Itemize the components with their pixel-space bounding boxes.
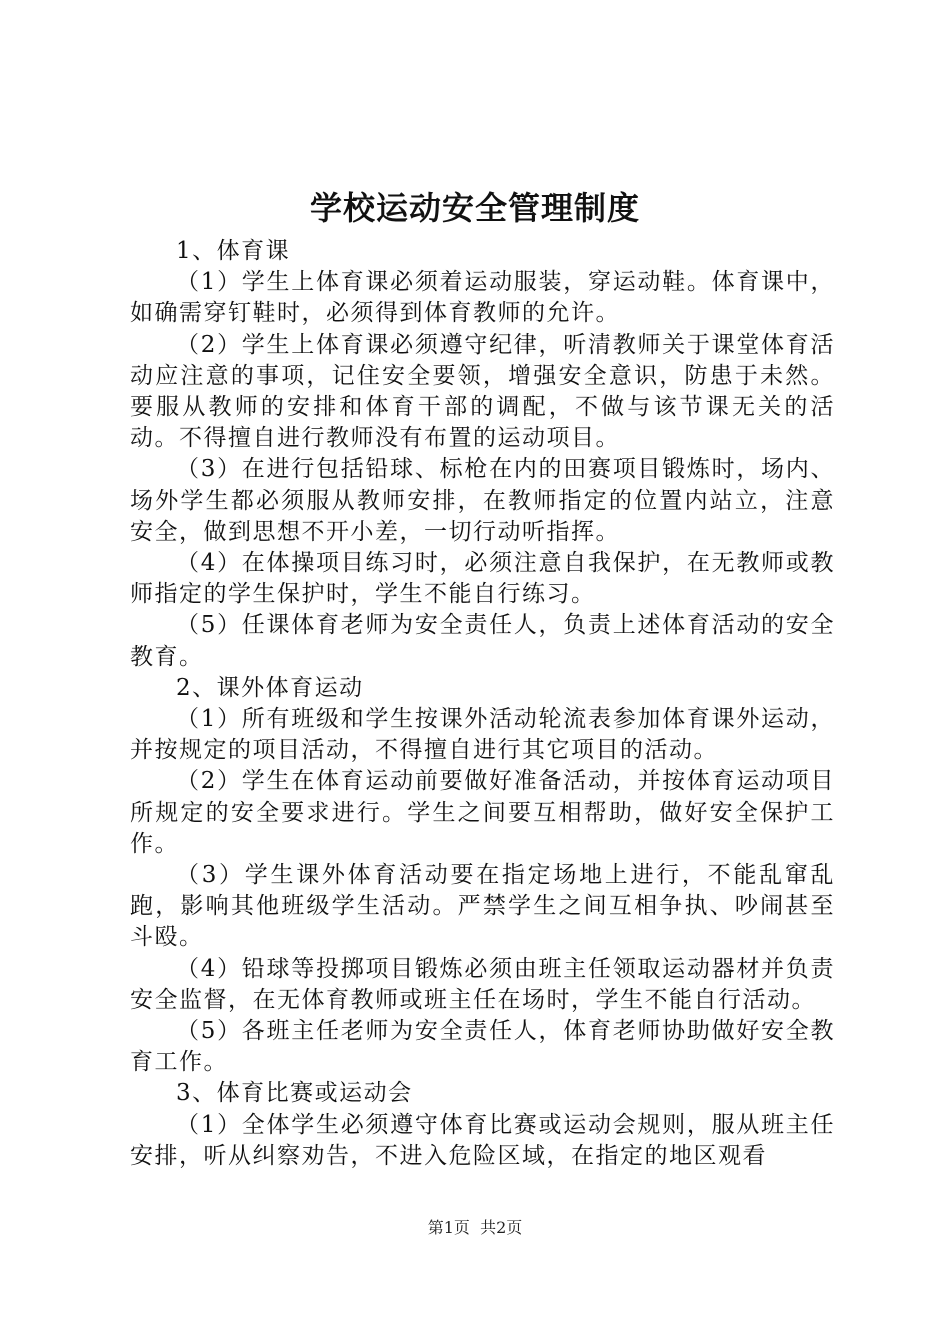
section-heading-1: 1、体育课 (176, 238, 291, 264)
section-1-item-5: （5）任课体育老师为安全责任人，负责上述体育活动的安全教育。 (130, 612, 835, 670)
section-2-item-3: （3）学生课外体育活动要在指定场地上进行，不能乱窜乱跑，影响其他班级学生活动。严禁学生之间互相争执、吵闹甚至斗殴。 (130, 862, 835, 951)
page-number: 第1页 (427, 1218, 470, 1237)
document-title: 学校运动安全管理制度 (309, 189, 640, 227)
document-body (130, 236, 835, 1172)
section-1-item-4: （4）在体操项目练习时，必须注意自我保护，在无教师或教师指定的学生保护时，学生不能自行练习。 (130, 550, 835, 608)
section-1-item-2: （2）学生上体育课必须遵守纪律，听清教师关于课堂体育活动应注意的事项，记住安全要领，增强安全意识，防患于未然。要服从教师的安排和体育干部的调配，不做与该节课无关的活动。不得擅自进行教师没有布置的运动项目。 (130, 331, 835, 452)
section-1-item-1: （1）学生上体育课必须着运动服装，穿运动鞋。体育课中，如确需穿钉鞋时，必须得到体育教师的允许。 (130, 269, 835, 327)
section-2-item-4: （4）铅球等投掷项目锻炼必须由班主任领取运动器材并负责安全监督，在无体育教师或班主任在场时，学生不能自行活动。 (130, 955, 835, 1013)
section-2-item-5: （5）各班主任老师为安全责任人，体育老师协助做好安全教育工作。 (130, 1018, 835, 1076)
section-1-item-3: （3）在进行包括铅球、标枪在内的田赛项目锻炼时，场内、场外学生都必须服从教师安排，在教师指定的位置内站立，注意安全，做到思想不开小差，一切行动听指挥。 (130, 456, 835, 545)
page-footer (0, 1216, 950, 1240)
page-total: 共2页 (480, 1218, 523, 1237)
section-2-item-2: （2）学生在体育运动前要做好准备活动，并按体育运动项目所规定的安全要求进行。学生之间要互相帮助，做好安全保护工作。 (130, 768, 835, 857)
section-3-item-1: （1）全体学生必须遵守体育比赛或运动会规则，服从班主任安排，听从纠察劝告，不进入危险区域，在指定的地区观看 (130, 1111, 835, 1169)
section-2-item-1: （1）所有班级和学生按课外活动轮流表参加体育课外运动，并按规定的项目活动，不得擅自进行其它项目的活动。 (130, 706, 835, 764)
section-heading-2: 2、课外体育运动 (176, 674, 364, 701)
section-heading-3: 3、体育比赛或运动会 (176, 1080, 413, 1107)
